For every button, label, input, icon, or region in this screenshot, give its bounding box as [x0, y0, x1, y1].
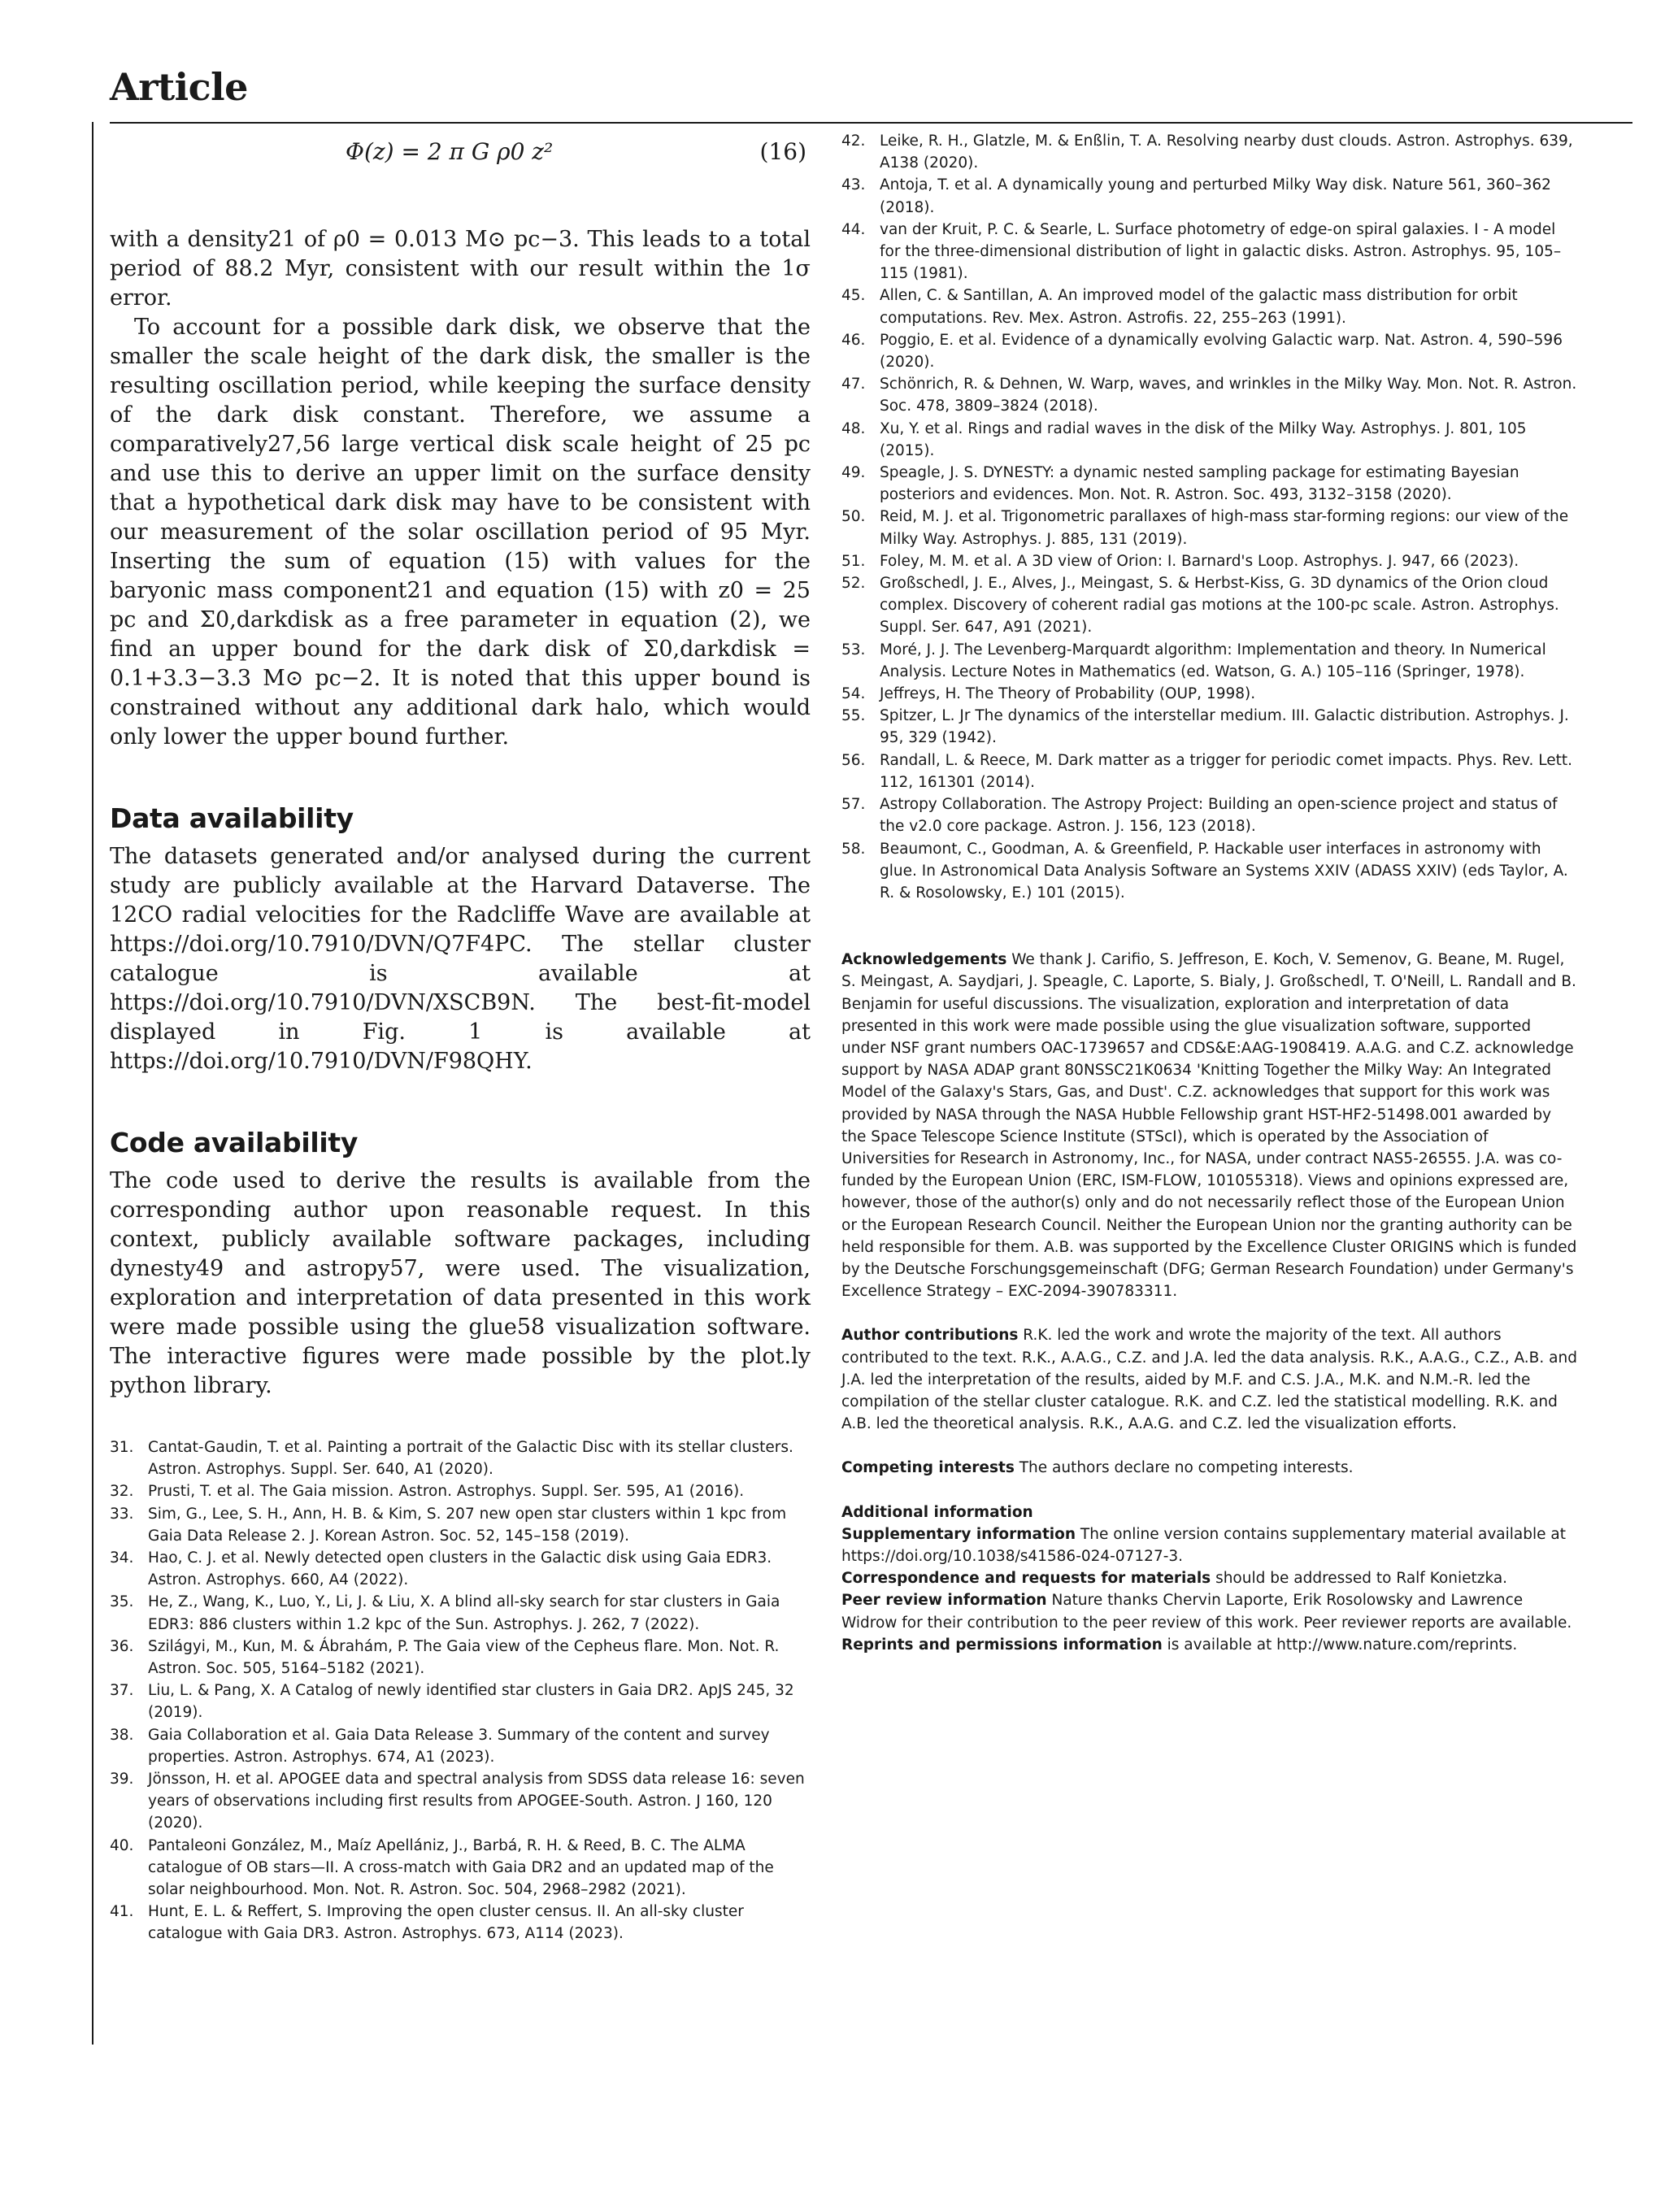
reference-number: 39. [110, 1771, 134, 1788]
reference-text: Spitzer, L. Jr The dynamics of the interstellar medium. III. Galactic distribution. Astrophys. J. 95, 329 (1942). [880, 707, 1569, 747]
reference-number: 36. [110, 1637, 134, 1655]
additional-information-heading: Additional information [841, 1503, 1033, 1521]
reference-text: Astropy Collaboration. The Astropy Project: Building an open-science project and status of the v2.0 core package. Astron. J. 156, 123 (2018). [880, 796, 1558, 836]
data-availability-heading: Data availability [110, 802, 354, 834]
additional-information [841, 1501, 1577, 1656]
reference-text: Jeffreys, H. The Theory of Probability (OUP, 1998). [880, 685, 1256, 703]
reference-number: 48. [841, 419, 866, 437]
reference-item [841, 130, 1577, 174]
reference-text: Liu, L. & Pang, X. A Catalog of newly identified star clusters in Gaia DR2. ApJS 245, 32 (2019). [148, 1682, 794, 1722]
reference-number: 53. [841, 641, 866, 658]
reference-item [841, 750, 1577, 793]
reference-text: Xu, Y. et al. Rings and radial waves in the disk of the Milky Way. Astrophys. J. 801, 105 (2015). [880, 419, 1527, 459]
reference-text: Szilágyi, M., Kun, M. & Ábrahám, P. The Gaia view of the Cepheus flare. Mon. Not. R. Astron. Soc. 505, 5164–5182 (2021). [148, 1637, 780, 1678]
reference-number: 32. [110, 1483, 134, 1501]
reference-list-left [110, 1436, 811, 1945]
body-paragraph: with a density21 of ρ0 = 0.013 M⊙ pc−3. This leads to a total period of 88.2 Myr, consistent with our result within the 1σ error. [110, 227, 811, 311]
reference-item [110, 1901, 811, 1945]
reference-item [841, 683, 1577, 705]
reference-number: 50. [841, 508, 866, 526]
peer-review-text: Nature thanks Chervin Laporte, Erik Rosolowsky and Lawrence Widrow for their contribution to the peer review of this work. Peer reviewer reports are available. [841, 1592, 1572, 1632]
reference-number: 54. [841, 685, 866, 703]
reference-number: 35. [110, 1593, 134, 1611]
reference-item [110, 1591, 811, 1635]
reference-item [110, 1480, 811, 1502]
reprints-information [841, 1634, 1577, 1656]
reference-number: 42. [841, 133, 866, 150]
reference-number: 43. [841, 176, 866, 194]
reference-text: Allen, C. & Santillan, A. An improved model of the galactic mass distribution for orbit computations. Rev. Mex. Astron. Astrofis. 22, 255–263 (1991). [880, 287, 1518, 327]
equation-number: (16) [759, 138, 806, 165]
reference-text: He, Z., Wang, K., Luo, Y., Li, J. & Liu, X. A blind all-sky search for star clusters in Gaia EDR3: 886 clusters within 1.2 kpc of the Sun. Astrophys. J. 262, 7 (2022). [148, 1593, 780, 1633]
correspondence-text: should be addressed to Ralf Konietzka. [1211, 1570, 1508, 1588]
author-contributions-text: R.K. led the work and wrote the majority of the text. All authors contributed to the text. R.K., A.A.G., C.Z. and J.A. led the data analysis. R.K., A.A.G., C.Z., A.B. and J.A. led the interpretation of the results, aided by M.F. and C.S. J.A., M.K. and N.M.-R. led the compilation of the stellar cluster catalogue. R.K. and C.Z. led the statistical modelling. R.K. and A.B. led the theoretical analysis. R.K., A.A.G. and C.Z. led the visualization efforts. [841, 1327, 1577, 1433]
reference-number: 40. [110, 1836, 134, 1854]
reference-number: 33. [110, 1505, 134, 1523]
author-contributions-label: Author contributions [841, 1327, 1019, 1345]
code-availability-heading: Code availability [110, 1127, 359, 1158]
reference-text: Großschedl, J. E., Alves, J., Meingast, S. & Herbst-Kiss, G. 3D dynamics of the Orion cloud complex. Discovery of coherent radial gas motions at the 100-pc scale. Astron. Astrophys. Suppl. Ser. 647, A91 (2021). [880, 575, 1559, 637]
reference-item [110, 1436, 811, 1480]
reference-text: Leike, R. H., Glatzle, M. & Enßlin, T. A. Resolving nearby dust clouds. Astron. Astrophys. 639, A138 (2020). [880, 133, 1573, 172]
correspondence-label: Correspondence and requests for materials [841, 1570, 1211, 1588]
reference-number: 57. [841, 796, 866, 814]
peer-review-label: Peer review information [841, 1592, 1047, 1610]
reference-item [110, 1768, 811, 1835]
header-rule [110, 122, 1632, 124]
reference-number: 41. [110, 1903, 134, 1921]
reference-item [841, 373, 1577, 417]
reference-number: 46. [841, 331, 866, 349]
back-matter [841, 949, 1577, 1656]
supplementary-information [841, 1523, 1577, 1567]
supplementary-text: The online version contains supplementary material available at https://doi.org/10.1038/s41586-024-07127-3. [841, 1525, 1566, 1565]
equation-body: Φ(z) = 2 π G ρ0 z² [346, 138, 554, 165]
reference-text: Jönsson, H. et al. APOGEE data and spectral analysis from SDSS data release 16: seven years of observations including first results from APOGEE-South. Astron. J 160, 120 (2020). [148, 1771, 805, 1832]
reference-item [110, 1503, 811, 1547]
reference-number: 55. [841, 707, 866, 725]
reference-item [841, 550, 1577, 572]
acknowledgements [841, 949, 1577, 1302]
reference-item [110, 1680, 811, 1723]
reference-item [110, 1724, 811, 1768]
reference-item [110, 1636, 811, 1680]
reference-item [841, 285, 1577, 328]
reference-item [841, 838, 1577, 905]
reference-item [841, 705, 1577, 749]
reference-number: 52. [841, 575, 866, 593]
reference-number: 47. [841, 376, 866, 393]
reference-item [841, 572, 1577, 639]
reference-number: 37. [110, 1682, 134, 1700]
reference-text: Speagle, J. S. DYNESTY: a dynamic nested sampling package for estimating Bayesian posteriors and evidences. Mon. Not. R. Astron. Soc. 493, 3132–3158 (2020). [880, 464, 1519, 504]
reference-item [841, 219, 1577, 285]
reference-number: 51. [841, 552, 866, 570]
body-paragraph: To account for a possible dark disk, we observe that the smaller the scale height of the dark disk, the smaller is the resulting oscillation period, while keeping the surface density of the dark disk constant. Therefore, we assume a comparatively27,56 large vertical disk scale height of 25 pc and use this to derive an upper limit on the surface density that a hypothetical dark disk may have to be consistent with our measurement of the solar oscillation period of 95 Myr. Inserting the sum of equation (15) with values for the baryonic mass component21 and equation (15) with z0 = 25 pc and Σ0,darkdisk as a free parameter in equation (2), we find an upper bound for the dark disk of Σ0,darkdisk = 0.1+3.3−3.3 M⊙ pc−2. It is noted that this upper bound is constrained without any additional dark halo, which would only lower the upper bound further. [110, 315, 811, 750]
reference-item [841, 506, 1577, 550]
page-header-title: Article [110, 65, 248, 109]
reference-item [841, 418, 1577, 462]
reference-item [841, 329, 1577, 373]
reference-item [110, 1835, 811, 1901]
reference-number: 45. [841, 287, 866, 305]
reference-text: Pantaleoni González, M., Maíz Apellániz, J., Barbá, R. H. & Reed, B. C. The ALMA catalogue of OB stars—II. A cross-match with Gaia DR2 and an updated map of the solar neighbourhood. Mon. Not. R. Astron. Soc. 504, 2968–2982 (2021). [148, 1836, 774, 1899]
reference-text: Poggio, E. et al. Evidence of a dynamically evolving Galactic warp. Nat. Astron. 4, 590–596 (2020). [880, 331, 1563, 372]
reference-text: Randall, L. & Reece, M. Dark matter as a trigger for periodic comet impacts. Phys. Rev. Lett. 112, 161301 (2014). [880, 751, 1572, 791]
reference-text: Schönrich, R. & Dehnen, W. Warp, waves, and wrinkles in the Milky Way. Mon. Not. R. Astron. Soc. 478, 3809–3824 (2018). [880, 376, 1577, 415]
reference-text: Hao, C. J. et al. Newly detected open clusters in the Galactic disk using Gaia EDR3. Astron. Astrophys. 660, A4 (2022). [148, 1549, 772, 1589]
reference-text: Foley, M. M. et al. A 3D view of Orion: I. Barnard's Loop. Astrophys. J. 947, 66 (2023). [880, 552, 1519, 570]
data-availability-text: The datasets generated and/or analysed during the current study are publicly available at the Harvard Dataverse. The 12CO radial velocities for the Radcliffe Wave are available at https://doi.org/10.7910/DVN/Q7F4PC. The stellar cluster catalogue is available at https://doi.org/10.7910/DVN/XSCB9N. The best-fit-model displayed in Fig. 1 is available at https://doi.org/10.7910/DVN/F98QHY. [110, 844, 811, 1074]
reference-item [110, 1547, 811, 1591]
reference-item [841, 639, 1577, 683]
reference-text: Antoja, T. et al. A dynamically young and perturbed Milky Way disk. Nature 561, 360–362 (2018). [880, 176, 1551, 216]
reference-number: 49. [841, 464, 866, 482]
competing-interests-text: The authors declare no competing interests. [1014, 1459, 1354, 1477]
reference-number: 44. [841, 220, 866, 238]
reference-text: Beaumont, C., Goodman, A. & Greenfield, P. Hackable user interfaces in astronomy with glue. In Astronomical Data Analysis Software an Systems XXIV (ADASS XXIV) (eds Taylor, A. R. & Rosolowsky, E.) 101 (2015). [880, 840, 1568, 902]
left-column [110, 130, 811, 1945]
reference-number: 34. [110, 1549, 134, 1567]
reference-number: 31. [110, 1439, 134, 1456]
reference-text: Hunt, E. L. & Reffert, S. Improving the open cluster census. II. An all-sky cluster catalogue with Gaia DR3. Astron. Astrophys. 673, A114 (2023). [148, 1903, 744, 1943]
peer-review-information [841, 1589, 1577, 1633]
correspondence [841, 1567, 1577, 1589]
acknowledgements-text: We thank J. Carifio, S. Jeffreson, E. Koch, V. Semenov, G. Beane, M. Rugel, S. Meingast, A. Saydjari, J. Speagle, C. Laporte, S. Bialy, J. Großschedl, T. O'Neill, L. Randall and B. Benjamin for useful discussions. The visualization, exploration and interpretation of data presented in this work were made possible using the glue visualization software, supported under NSF grant numbers OAC-1739657 and CDS&E:AAG-1908419. A.A.G. and C.Z. acknowledge support by NASA ADAP grant 80NSSC21K0634 'Knitting Together the Milky Way: An Integrated Model of the Galaxy's Stars, Gas, and Dust'. C.Z. acknowledges that support for this work was provided by NASA through the NASA Hubble Fellowship grant HST-HF2-51498.001 awarded by the Space Telescope Science Institute (STScI), which is operated by the Association of Universities for Research in Astronomy, Inc., for NASA, under contract NAS5-26555. J.A. was co-funded by the European Union (ERC, ISM-FLOW, 101055318). Views and opinions expressed are, however, those of the author(s) only and do not necessarily reflect those of the European Union or the European Research Council. Neither the European Union nor the granting authority can be held responsible for them. A.B. was supported by the Excellence Cluster ORIGINS which is funded by the Deutsche Forschungsgemeinschaft (DFG; German Research Foundation) under Germany's Excellence Strategy – EXC-2094-390783311. [841, 951, 1577, 1301]
reference-number: 58. [841, 840, 866, 858]
acknowledgements-label: Acknowledgements [841, 951, 1007, 969]
reference-text: Gaia Collaboration et al. Gaia Data Release 3. Summary of the content and survey properties. Astron. Astrophys. 674, A1 (2023). [148, 1726, 770, 1766]
reprints-label: Reprints and permissions information [841, 1636, 1163, 1654]
reference-number: 38. [110, 1726, 134, 1744]
reference-text: Cantat-Gaudin, T. et al. Painting a portrait of the Galactic Disc with its stellar clusters. Astron. Astrophys. Suppl. Ser. 640, A1 (2020). [148, 1439, 793, 1479]
supplementary-label: Supplementary information [841, 1525, 1076, 1543]
code-availability-text: The code used to derive the results is available from the corresponding author upon reasonable request. In this context, publicly available software packages, including dynesty49 and astropy57, were used. The visualization, exploration and interpretation of data presented in this work were made possible using the glue58 visualization software. The interactive figures were made possible by the plot.ly python library. [110, 1168, 811, 1398]
right-column [841, 130, 1577, 1656]
reference-list-right [841, 130, 1577, 904]
reference-text: van der Kruit, P. C. & Searle, L. Surface photometry of edge-on spiral galaxies. I - A model for the three-dimensional distribution of light in galactic disks. Astron. Astrophys. 95, 105–115 (1981). [880, 220, 1562, 283]
reference-text: Prusti, T. et al. The Gaia mission. Astron. Astrophys. Suppl. Ser. 595, A1 (2016). [148, 1483, 745, 1501]
left-margin-rule [92, 122, 93, 2045]
competing-interests-label: Competing interests [841, 1459, 1015, 1477]
reference-item [841, 174, 1577, 218]
reprints-text: is available at http://www.nature.com/reprints. [1162, 1636, 1518, 1654]
reference-text: Sim, G., Lee, S. H., Ann, H. B. & Kim, S. 207 new open star clusters within 1 kpc from Gaia Data Release 2. J. Korean Astron. Soc. 52, 145–158 (2019). [148, 1505, 787, 1545]
author-contributions [841, 1324, 1577, 1435]
reference-item [841, 462, 1577, 506]
reference-text: Reid, M. J. et al. Trigonometric parallaxes of high-mass star-forming regions: our view of the Milky Way. Astrophys. J. 885, 131 (2019). [880, 508, 1569, 548]
reference-text: Moré, J. J. The Levenberg-Marquardt algorithm: Implementation and theory. In Numerical Analysis. Lecture Notes in Mathematics (ed. Watson, G. A.) 105–116 (Springer, 1978). [880, 641, 1546, 680]
competing-interests [841, 1457, 1577, 1479]
reference-number: 56. [841, 751, 866, 769]
reference-item [841, 793, 1577, 837]
equation-16 [110, 130, 811, 180]
